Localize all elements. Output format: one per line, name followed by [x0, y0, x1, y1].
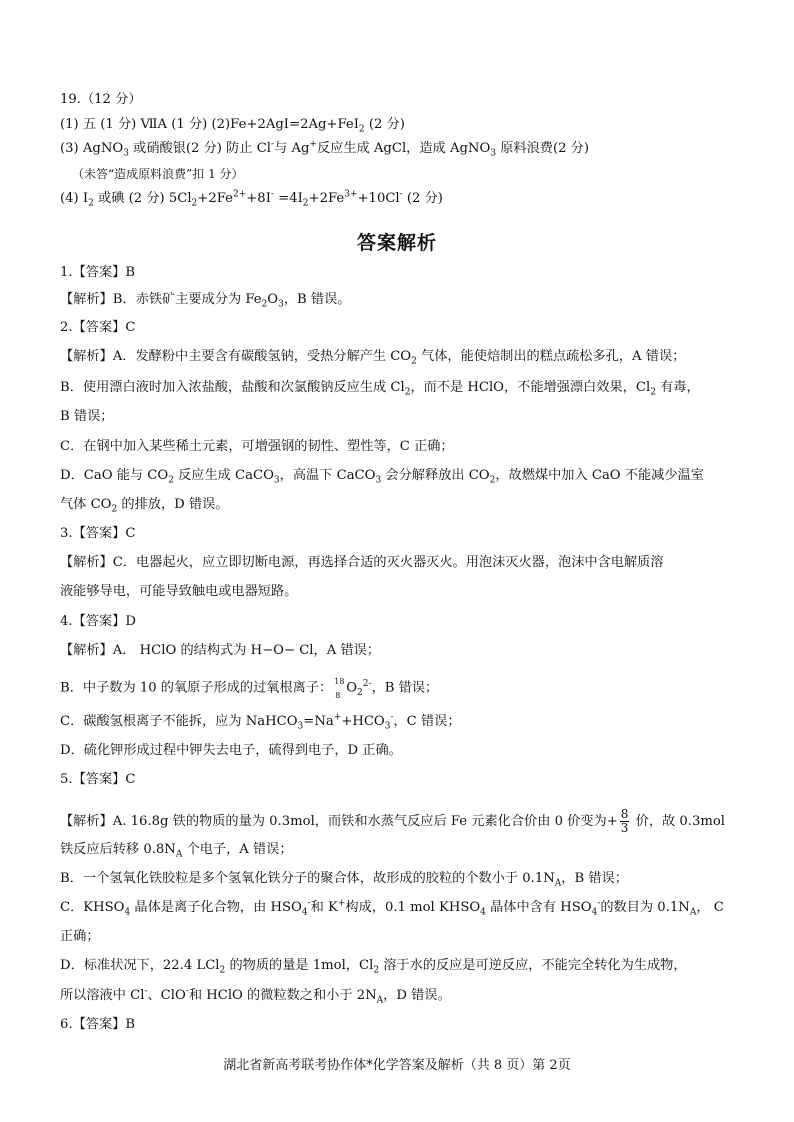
page-footer: 湖北省新高考联考协作体*化学答案及解析（共 8 页）第 2页: [223, 1058, 571, 1073]
q2-explanation-d-cont: 气体 $CO_2$ 的排放，D 错误。: [60, 497, 229, 515]
oxygen-isotope: 18 8: [334, 677, 345, 700]
q6-answer: 6.【答案】B: [60, 1017, 136, 1032]
q5-answer: 5.【答案】C: [60, 772, 136, 787]
q5-explanation-a: 【解析】A. 16.8g 铁的物质的量为 0.3mol，而铁和水蒸气反应后 Fe 元素化合价由 0 价变为+ $\frac{8}{3}$ 价，故 0.3mol: [60, 807, 726, 835]
q1-answer: 1.【答案】B: [60, 265, 136, 280]
q5-explanation-a-cont: 铁反应后转移 $0.8N_A$ 个电子，A 错误；: [60, 842, 293, 860]
q5-explanation-c-cont: 正确；: [60, 929, 100, 944]
q2-explanation-b-cont: B 错误；: [60, 409, 114, 424]
q19-heading: 19.（12 分）: [60, 92, 142, 107]
q1-explanation: 【解析】B．赤铁矿主要成分为 $Fe_2O_3$，B 错误。: [60, 292, 351, 310]
q19-answer-3: (3) AgNO$_3$ 或硝酸银(2 分) 防止 Cl-与 Ag+反应生成 AgCl，造成 AgNO$_3$ 原料浪费(2 分): [60, 139, 590, 159]
q5-explanation-c: C．$KHSO_4$ 晶体是离子化合物，由 $HSO_4^-$和 K+构成，0.1 mol $KHSO_4$ 晶体中含有 $HSO_4^-$的数目为 $0.1N_A$， C: [60, 898, 724, 918]
q3-answer: 3.【答案】C: [60, 526, 136, 541]
q4-explanation-d: D．硫化钾形成过程中钾失去电子，硫得到电子，D 正确。: [60, 743, 402, 758]
q19-answer-1-2: (1) 五 (1 分) ⅦA (1 分) (2)Fe+2AgI=2Ag+FeI$_2$ (2 分): [60, 117, 405, 135]
q2-answer: 2.【答案】C: [60, 320, 136, 335]
q4-explanation-a: 【解析】A． HClO 的结构式为 H−O− Cl，A 错误；: [60, 643, 380, 658]
q4-explanation-b: B．中子数为 10 的氧原子形成的过氧根离子： 18 8 $O_2^{2-}$，B 错误；: [60, 677, 439, 700]
q19-answer-4: (4) $I_2$ 或碘 (2 分) $5Cl_2+2Fe^{2+}+8I^- =4I_2+2Fe^{3+}+10Cl^-$ (2 分): [60, 189, 443, 209]
q3-explanation-cont: 液能够导电，可能导致触电或电器短路。: [60, 584, 298, 599]
q5-explanation-b: B．一个氢氧化铁胶粒是多个氢氧化铁分子的聚合体，故形成的胶粒的个数小于 $0.1N_A$，B 错误；: [60, 871, 628, 889]
section-title: 答案解析: [356, 232, 437, 254]
q2-explanation-d: D．CaO 能与 $CO_2$ 反应生成 CaCO$_3$，高温下 CaCO$_3$ 会分解释放出 $CO_2$，故燃煤中加入 CaO 不能减少温室: [60, 468, 704, 486]
q2-explanation-c: C．在钢中加入某些稀土元素，可增强钢的韧性、塑性等，C 正确；: [60, 439, 454, 454]
q4-answer: 4.【答案】D: [60, 614, 136, 629]
q19-note: （未答“造成原料浪费”扣 1 分）: [72, 167, 244, 181]
q5-explanation-d-cont: 所以溶液中 Cl-、ClO-和 HClO 的微粒数之和小于 $2N_A$，D 错误。: [60, 986, 451, 1006]
q4-explanation-c: C．碳酸氢根离子不能拆，应为 $NaHCO_3=Na^++HCO_3^-$，C 错误；: [60, 712, 461, 732]
q2-explanation-a: 【解析】A．发酵粉中主要含有碳酸氢钠，受热分解产生 $CO_2$ 气体，能使焙制出的糕点疏松多孔，A 错误；: [60, 349, 686, 367]
q2-explanation-b: B．使用漂白液时加入浓盐酸，盐酸和次氯酸钠反应生成 $Cl_2$，而不是 HClO，不能增强漂白效果，$Cl_2$ 有毒，: [60, 380, 700, 398]
q5-explanation-d: D．标准状况下，22.4 LCl$_2$ 的物质的量是 1mol，$Cl_2$ 溶于水的反应是可逆反应，不能完全转化为生成物，: [60, 958, 687, 976]
q3-explanation: 【解析】C．电器起火，应立即切断电源，再选择合适的灭火器灭火。用泡沫灭火器，泡沫中含电解质溶: [60, 555, 664, 570]
fraction-eight-thirds: $\frac{8}{3}$: [620, 807, 629, 835]
